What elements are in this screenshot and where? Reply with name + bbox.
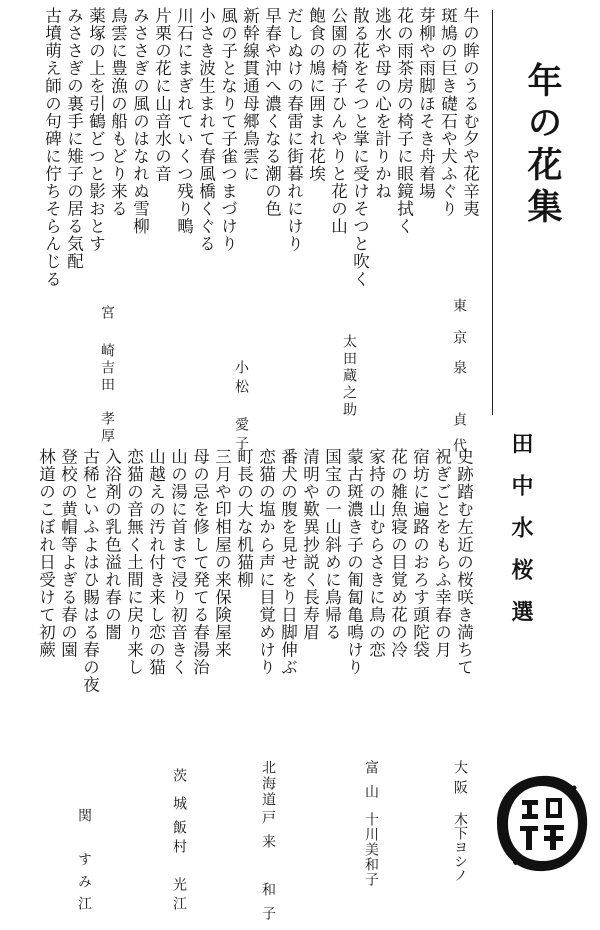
- author-place: 富山: [363, 760, 379, 808]
- haiku-line: 芽柳や雨脚ほそき舟着場: [416, 7, 436, 201]
- author-name: 吉田 孝厚: [99, 360, 115, 445]
- haiku-line: 斑鳩の巨き礎石や犬ふぐり: [438, 7, 458, 218]
- haiku-line: 花の雑魚寝の目覚め花の冷: [388, 448, 408, 659]
- haiku-line: 恋猫の音無く土間に戻り来し: [124, 448, 144, 677]
- haiku-line: 新幹線貫通母郷鳥雲に: [240, 7, 260, 183]
- haiku-line: 薬塚の上を引鶴どつと影おとす: [86, 7, 106, 253]
- author-name: 十川美和子: [363, 812, 379, 887]
- author-name: 太田蔵之助: [341, 334, 357, 419]
- haiku-line: 登校の黄帽等よぎる春の園: [58, 448, 78, 659]
- author-place: 大阪: [452, 760, 468, 800]
- author-name: 木下ヨシノ: [452, 812, 468, 882]
- haiku-line: 清明や歎異抄説く長寿眉: [300, 448, 320, 642]
- haiku-line: 古墳萌え師の句碑に佇ちそらんじる: [42, 7, 62, 288]
- author-place: 茨城: [171, 768, 187, 824]
- haiku-line: 花の雨茶房の椅子に眼鏡拭く: [394, 7, 414, 236]
- haiku-line: 母の忌を修して発てる春湯治: [190, 448, 210, 677]
- haiku-line: 飽食の鳩に囲まれ花埃: [306, 7, 326, 183]
- section-divider: [492, 10, 493, 415]
- haiku-line: 鳥雲に豊漁の船もどり来る: [108, 7, 128, 218]
- haiku-line: 蒙古斑濃き子の匍匐亀鳴けり: [344, 448, 364, 677]
- haiku-line: 三月や印相屋の来保険屋来: [212, 448, 232, 659]
- author-name: 戸来 和子: [260, 810, 276, 930]
- haiku-line: 山越えの汚れ付き来し恋の猫: [146, 448, 166, 677]
- selector-name: 田中水桜選: [508, 432, 534, 642]
- author-place: 宮崎: [99, 305, 115, 381]
- author-place: 東京: [451, 298, 467, 362]
- haiku-line: 祝ぎごとをもらふ幸春の月: [432, 448, 452, 659]
- haiku-line: 家持の山むらさきに鳥の恋: [366, 448, 386, 659]
- author-name: 関 すみ江: [76, 808, 92, 918]
- author-name: 小松 愛子: [233, 360, 249, 455]
- haiku-line: 小さき波生まれて春風橋くぐる: [196, 7, 216, 253]
- haiku-line: 逃水や母の心を計りかね: [372, 7, 392, 201]
- haiku-line: 片栗の花に山音水の音: [152, 7, 172, 183]
- haiku-line: 林道のこぼれ日受けて初蕨: [36, 448, 56, 659]
- haiku-line: 散る花をそつと掌に受けそつと吹く: [350, 7, 370, 288]
- author-name: 飯村 光江: [171, 820, 187, 915]
- page-title: 年の花集: [522, 62, 563, 230]
- haiku-line: 町長の大な机猫柳: [234, 448, 254, 589]
- haiku-line: 史跡踏む左近の桜咲き満ちて: [454, 448, 474, 677]
- haiku-line: 牛の眸のうるむ夕や花辛夷: [460, 7, 480, 218]
- haiku-line: 風の子となりて子雀つまづけり: [218, 7, 238, 253]
- haiku-line: 早春や沖へ濃くなる潮の色: [262, 7, 282, 218]
- haiku-line: だしぬけの春雷に街暮れにけり: [284, 7, 304, 253]
- haiku-line: みささぎの風のはなれぬ雪柳: [130, 7, 150, 236]
- haiku-line: 番犬の腹を見せをり日脚伸ぶ: [278, 448, 298, 677]
- haiku-line: 山の湯に首まで浸り初音きく: [168, 448, 188, 677]
- author-name: 泉 貞代: [451, 360, 467, 464]
- haiku-line: 公園の椅子ひんやりと花の山: [328, 7, 348, 236]
- haiku-line: 国宝の一山斜めに鳥帰る: [322, 448, 342, 642]
- haiku-line: 宿坊に遍路のおろす頭陀袋: [410, 448, 430, 659]
- ink-seal-stamp-icon: [492, 770, 592, 876]
- haiku-line: 恋猫の塩から声に目覚めけり: [256, 448, 276, 677]
- haiku-line: 川石にまぎれていくつ残り鴫: [174, 7, 194, 236]
- haiku-line: 古稀といふよはひ賜はる春の夜: [80, 448, 100, 694]
- author-place: 北海道: [260, 760, 276, 808]
- haiku-line: 入浴剤の乳色溢れ春の闇: [102, 448, 122, 642]
- haiku-line: みささぎの裏手に雉子の居る気配: [64, 7, 84, 271]
